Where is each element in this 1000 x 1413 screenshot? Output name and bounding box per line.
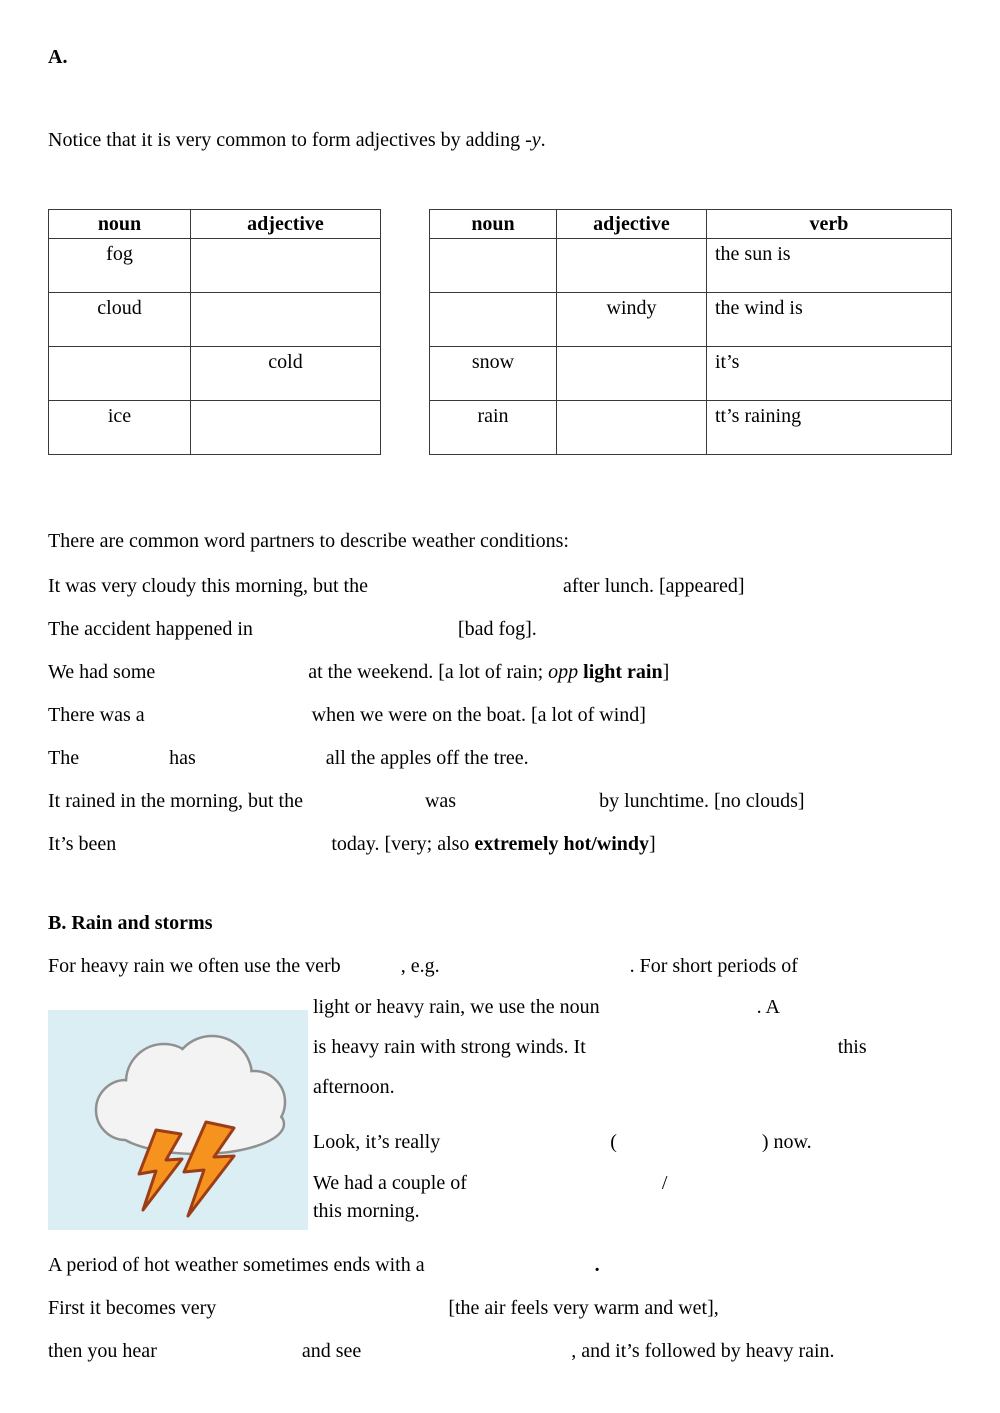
table-row [430,347,952,401]
sentence-text: It rained in the morning, but the [48,790,303,812]
answer-cell[interactable] [191,401,381,455]
blank-input[interactable] [472,1175,657,1195]
blank-input[interactable] [445,1134,605,1154]
sentence-text: and see [301,1340,362,1362]
storm-text-column [313,996,867,1230]
sentence-text: First it becomes very [48,1297,217,1319]
answer-cell[interactable] [430,239,557,293]
sentence-text: then you hear [48,1340,157,1362]
sentence-heavy-rain-verb [48,955,952,978]
blank-input[interactable] [201,750,321,770]
column-header-verb: verb [707,210,952,239]
sentence-text: all the apples off the tree. [325,747,529,769]
blank-input[interactable] [160,664,303,684]
answer-cell[interactable] [557,347,707,401]
bold-period: . [594,1254,600,1276]
blank-input[interactable] [308,793,420,813]
table-row [430,239,952,293]
noun-cell: snow [430,347,557,401]
sentence-wind-blown [48,747,952,770]
sentence-clear-sky [48,790,952,813]
intro-italic-suffix: -y [525,129,541,151]
vocabulary-tables [48,209,952,455]
sentence-text: The accident happened in [48,618,253,640]
answer-cell[interactable] [557,401,707,455]
noun-cell: ice [49,401,191,455]
adjective-cell: cold [191,347,381,401]
bold-term: extremely hot/windy [474,833,650,855]
sentence-text: by lunchtime. [no clouds] [599,790,805,812]
sentence-text: [the air feels very warm and wet], [448,1297,719,1319]
storm-illustration [48,1010,308,1230]
blank-input[interactable] [445,958,630,978]
bold-term: light rain [583,661,663,683]
sentence-text: when we were on the boat. [a lot of wind] [311,704,646,726]
blank-input[interactable] [162,1343,297,1363]
table-row [430,401,952,455]
sentence-text: [bad fog]. [457,618,537,640]
table-row [49,239,381,293]
sentence-text: ] [662,661,670,683]
sentence-heavy-rain [48,661,952,684]
blank-input[interactable] [605,999,757,1019]
noun-cell: rain [430,401,557,455]
sentence-text: . A [756,996,780,1018]
sentence-strong-wind [48,704,952,727]
table-row [49,347,381,401]
sentence-afternoon: afternoon. [313,1076,395,1098]
sentence-text: ) now. [761,1131,812,1153]
storm-section-row [48,996,952,1230]
column-header-adjective: adjective [557,210,707,239]
sentence-thunder-lightning [48,1340,952,1363]
sentence-text: is heavy rain with strong winds. It [313,1036,586,1058]
sentence-sun-came-out [48,575,952,598]
verb-cell: the sun is [707,239,952,293]
blank-input[interactable] [430,1257,595,1277]
sentence-text: this [837,1036,867,1058]
storm-cloud-image [48,1010,308,1230]
intro-period: . [540,129,546,151]
answer-cell[interactable] [49,347,191,401]
sentence-text: after lunch. [appeared] [562,575,745,597]
sentence-text: We had some [48,661,156,683]
sentence-text: . For short periods of [629,955,798,977]
blank-input[interactable] [150,707,307,727]
table-header-row [49,210,381,239]
sentence-text: ( [610,1131,617,1153]
noun-cell: cloud [49,293,191,347]
blank-input[interactable] [622,1134,757,1154]
sentence-hot-weather-ends [48,1254,952,1277]
blank-input[interactable] [461,793,594,813]
sentence-pouring-now [313,1131,867,1154]
blank-input[interactable] [121,836,326,856]
sentence-text: at the weekend. [a lot of rain; [308,661,544,683]
blank-input[interactable] [366,1343,571,1363]
sentence-shower-noun [313,996,867,1019]
sentence-text: The [48,747,80,769]
section-a-heading: A. [48,46,68,68]
verb-cell: the wind is [707,293,952,347]
blank-input[interactable] [221,1300,443,1320]
blank-input[interactable] [373,578,558,598]
sentence-storm-definition [313,1036,867,1059]
blank-input[interactable] [672,1175,820,1195]
sentence-this-morning: this morning. [313,1200,420,1222]
answer-cell[interactable] [191,293,381,347]
word-partners-intro: There are common word partners to describe weather conditions: [48,530,569,552]
sentence-extremely-hot [48,833,952,856]
sentence-thick-fog [48,618,952,641]
sentence-text: , and it’s followed by heavy rain. [571,1340,835,1362]
sentence-text: has [169,747,196,769]
sentence-text: was [424,790,457,812]
sentence-text: For heavy rain we often use the verb [48,955,341,977]
blank-input[interactable] [84,750,164,770]
sentence-text: A period of hot weather sometimes ends with a [48,1254,425,1276]
adjective-cell: windy [557,293,707,347]
sentence-text: There was a [48,704,145,726]
answer-cell[interactable] [430,293,557,347]
sentence-text: It was very cloudy this morning, but the [48,575,368,597]
column-header-noun: noun [430,210,557,239]
column-header-noun: noun [49,210,191,239]
sentence-couple-of [313,1172,867,1195]
intro-sentence [48,129,952,152]
sentence-text: / [661,1172,668,1194]
verb-cell: it’s [707,347,952,401]
table-row [430,293,952,347]
sentence-text: light or heavy rain, we use the noun [313,996,600,1018]
section-b-heading: B. Rain and storms [48,912,213,934]
answer-cell[interactable] [191,239,381,293]
sentence-text: today. [very; also [331,833,470,855]
sentence-text: , e.g. [400,955,440,977]
noun-adjective-verb-table [429,209,952,455]
noun-cell: fog [49,239,191,293]
intro-text: Notice that it is very common to form adjectives by adding [48,129,521,151]
noun-adjective-table [48,209,381,455]
answer-cell[interactable] [557,239,707,293]
verb-cell: tt’s raining [707,401,952,455]
blank-input[interactable] [346,958,401,978]
table-header-row [430,210,952,239]
sentence-text: ] [649,833,656,855]
blank-input[interactable] [591,1039,833,1059]
table-row [49,293,381,347]
sentence-text: We had a couple of [313,1172,467,1194]
column-header-adjective: adjective [191,210,381,239]
sentence-text: It’s been [48,833,117,855]
sentence-humid [48,1297,952,1320]
opp-label: opp [548,661,579,683]
sentence-text: Look, it’s really [313,1131,441,1153]
blank-input[interactable] [258,621,453,641]
cloud-icon-fill [98,1038,284,1153]
table-row [49,401,381,455]
